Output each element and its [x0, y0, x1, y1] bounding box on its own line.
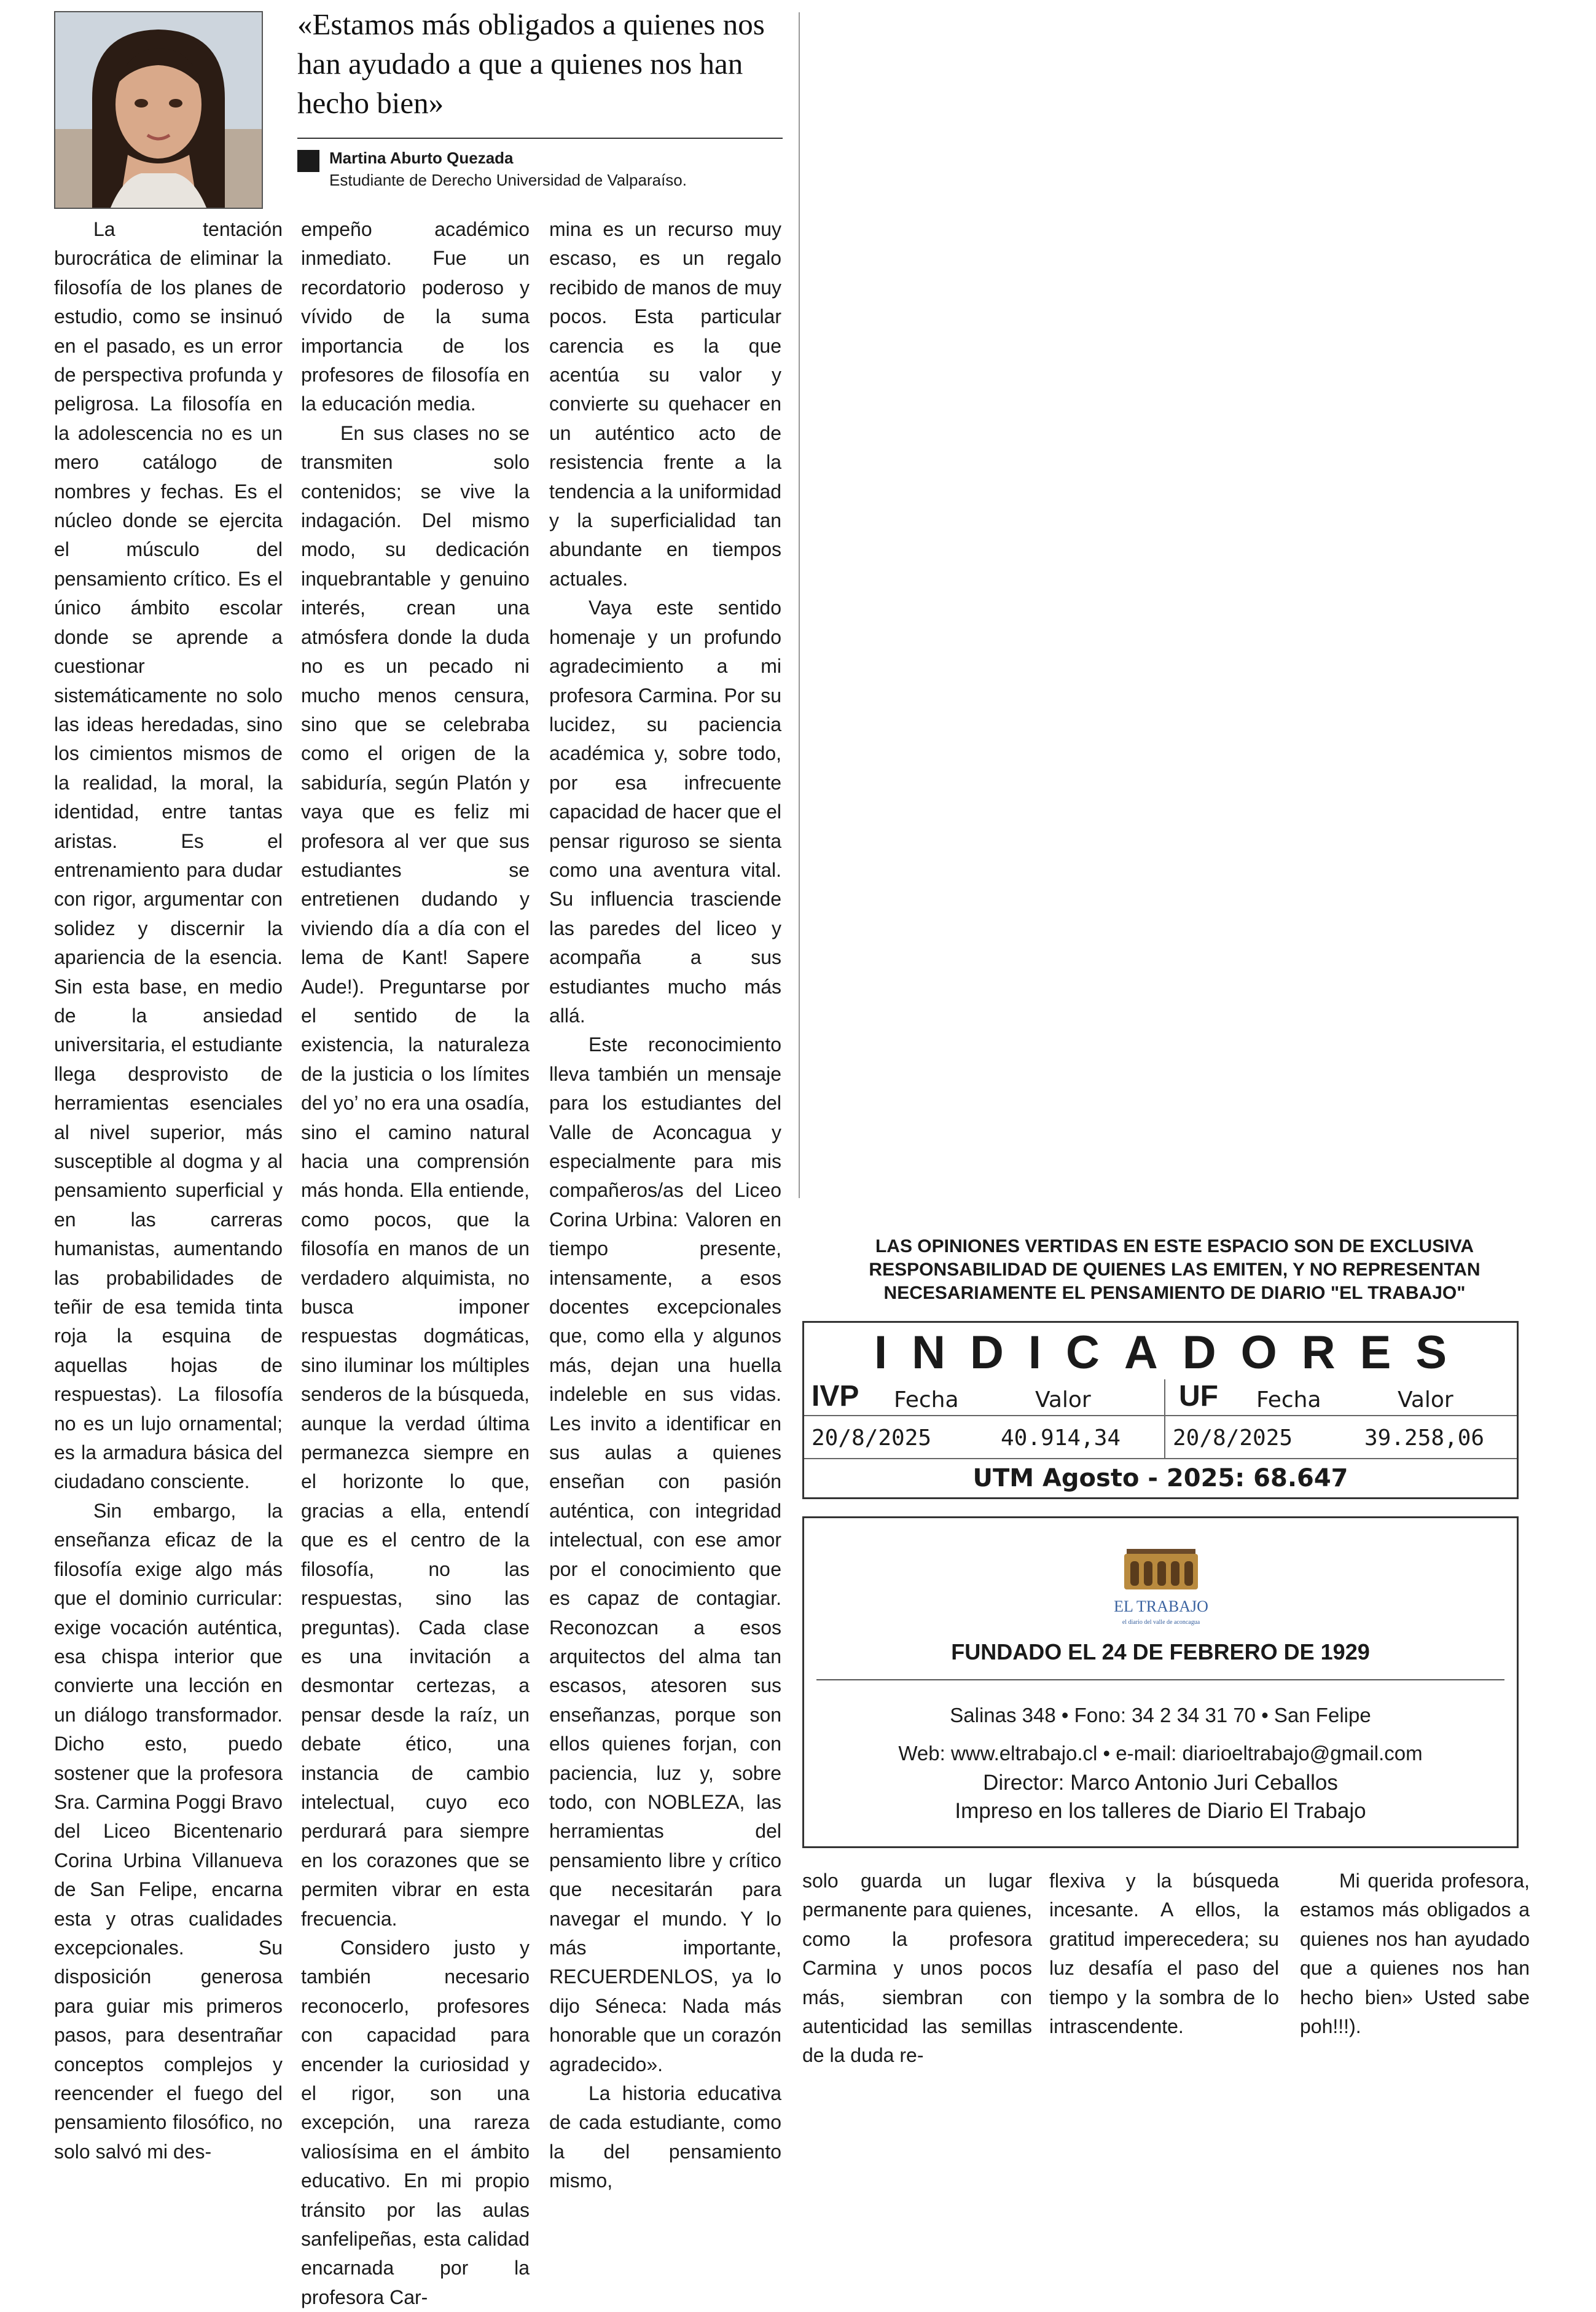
column-divider — [799, 12, 800, 1198]
indicators-column-rule — [1164, 1379, 1165, 1458]
paragraph: Este reconocimiento lleva también un mensaje para los estudiantes del Valle de Aconcagua y especialmente para mis compañeros/as del Liceo Corina Urbina: Valoren en tiempo presente, intensamente, a esos docentes excepcionales que, como ella y algunos más, dejan una huella indeleble en sus vidas. Les invito a identificar en sus aulas a quienes enseñan con pasión auténtica, con integridad intelectual, con ese amor por el conocimiento que es capaz de contagiar. Reconozcan a esos arquitectos del alma tan escasos, atesoren sus enseñanzas, porque son ellos quienes forjan, con paciencia, luz y, sobre todo, con NOBLEZA, las herramientas del pensamiento libre y crítico que necesitarán para navegar el mundo. Y lo más importante, RECUERDENLOS, ya lo dijo Séneca: Nada más honorable que un corazón agradecido». — [549, 1033, 781, 2075]
uf-date-header: Fecha — [1256, 1387, 1321, 1413]
director-line: Director: Marco Antonio Juri Ceballos — [983, 1771, 1338, 1795]
paragraph: La historia educativa de cada estudiante, como la del pensamiento mismo, — [549, 2082, 781, 2192]
ivp-value-header: Valor — [1035, 1387, 1091, 1413]
uf-label: UF — [1179, 1380, 1218, 1413]
article-column-4 — [802, 1867, 1032, 2071]
disclaimer: LAS OPINIONES VERTIDAS EN ESTE ESPACIO SON DE EXCLUSIVA RESPONSABILIDAD DE QUIENES LAS EMITEN, Y NO REPRESENTAN NECESARIAMENTE EL PENSAMIENTO DE DIARIO "EL TRABAJO" — [869, 1236, 1481, 1303]
author-name: Martina Aburto Quezada — [329, 149, 514, 167]
author-photo — [54, 11, 263, 209]
paragraph: La tentación burocrática de eliminar la filosofía de los planes de estudio, como se insinuó en el pasado, es un error de perspectiva profunda y peligrosa. La filosofía en la adolescencia no es un mero catálogo de nombres y fechas. Es el núcleo donde se ejercita el músculo del pensamiento crítico. Es el único ámbito escolar donde se aprende a cuestionar sistemáticamente no solo las ideas heredadas, sino los cimientos mismos de la realidad, la moral, la identidad, entre tantas aristas. Es el entrenamiento para dudar con rigor, argumentar con solidez y discernir la apariencia de la esencia. Sin esta base, en medio de la ansiedad universitaria, el estudiante llega desprovisto de herramientas esenciales al nivel superior, más susceptible al dogma y al pensamiento superficial y en las carreras humanistas, aumentando las probabilidades de teñir de esa temida tinta roja la esquina de aquellas hojas de respuestas). La filosofía no es un lujo ornamental; es la armadura básica del ciudadano consciente. — [54, 218, 283, 1493]
paragraph: Vaya este sentido homenaje y un profundo agradecimiento a mi profesora Carmina. Por su lucidez, su paciencia académica y, sobre todo, por esa infrecuente capacidad de hacer que el pensar riguroso se sienta como una aventura vital. Su influencia trasciende las paredes del liceo y acompaña a sus estudiantes mucho más allá. — [549, 597, 781, 1027]
uf-value: 39.258,06 — [1364, 1425, 1485, 1451]
printed-line: Impreso en los talleres de Diario El Trabajo — [955, 1799, 1366, 1823]
ivp-value: 40.914,34 — [1001, 1425, 1121, 1451]
author-role: Estudiante de Derecho Universidad de Valparaíso. — [329, 171, 687, 189]
ivp-date: 20/8/2025 — [812, 1425, 932, 1451]
article-column-6 — [1300, 1867, 1530, 2041]
paragraph: Considero justo y también necesario reconocerlo, profesores con capacidad para encender la curiosidad y el rigor, son una excepción, una rareza valiosísima en el ámbito educativo. En mi propio tránsito por las aulas sanfelipeñas, esta calidad encarnada por la profesora Car- — [301, 1936, 530, 2308]
paragraph: solo guarda un lugar permanente para quienes, como la profesora Carmina y unos pocos más, siembran con autenticidad las semillas de la duda re- — [802, 1870, 1032, 2067]
indicators-row-rule — [804, 1415, 1517, 1416]
article-column-3 — [549, 215, 781, 2196]
web-email-line: Web: www.eltrabajo.cl • e-mail: diarioeltrabajo@gmail.com — [898, 1742, 1423, 1765]
article-column-1 — [54, 215, 283, 2166]
paragraph: mina es un recurso muy escaso, es un regalo recibido de manos de muy pocos. Esta particular carencia es la que acentúa su valor y convierte su quehacer en un auténtico acto de resistencia frente a la tendencia a la uniformidad y la superficialidad tan abundante en tiempos actuales. — [549, 218, 781, 590]
uf-value-header: Valor — [1398, 1387, 1453, 1413]
author-marker-square — [297, 150, 319, 172]
paragraph: Sin embargo, la enseñanza eficaz de la filosofía exige algo más que el dominio curricular: exige vocación auténtica, esa chispa interior que convierte una lección en un diálogo transformador. Dicho esto, puedo sostener que la profesora Sra. Carmina Poggi Bravo del Liceo Bicentenario Corina Urbina Villanueva de San Felipe, encarna esta y otras cualidades excepcionales. Su disposición generosa para guiar mis primeros pasos, para desentrañar conceptos complejos y reencender el fuego del pensamiento filosófico, no solo salvó mi des- — [54, 1499, 283, 2163]
masthead-rule — [816, 1679, 1504, 1680]
article-column-5 — [1049, 1867, 1279, 2041]
paragraph: empeño académico inmediato. Fue un recordatorio poderoso y vívido de la suma importancia de los profesores de filosofía en la educación media. — [301, 218, 530, 415]
article-column-2 — [301, 215, 530, 2312]
masthead-box — [802, 1516, 1519, 1848]
address-line: Salinas 348 • Fono: 34 2 34 31 70 • San Felipe — [950, 1704, 1371, 1726]
headline: «Estamos más obligados a quienes nos han ayudado a que a quienes nos han hecho bien» — [297, 7, 765, 120]
ivp-label: IVP — [812, 1380, 859, 1413]
el-trabajo-logo — [1106, 1543, 1216, 1641]
logo-tagline: el diario del valle de aconcagua — [1122, 1619, 1200, 1626]
paragraph: flexiva y la búsqueda incesante. A ellos, la gratitud imperecedera; su luz desafía el paso del tiempo y la sombra de lo intrascendente. — [1049, 1870, 1279, 2038]
logo-name: EL TRABAJO — [1114, 1597, 1208, 1615]
utm-value: UTM Agosto - 2025: 68.647 — [972, 1464, 1348, 1492]
headline-rule — [297, 138, 783, 139]
founded-date: FUNDADO EL 24 DE FEBRERO DE 1929 — [951, 1639, 1370, 1664]
ivp-date-header: Fecha — [894, 1387, 959, 1413]
paragraph: En sus clases no se transmiten solo contenidos; se vive la indagación. Del mismo modo, su dedicación inquebrantable y genuino interés, crean una atmósfera donde la duda no es un pecado ni mucho menos censura, sino que se celebraba como el origen de la sabiduría, según Platón y vaya que es feliz mi profesora al ver que sus estudiantes se entretienen dudando y viviendo día a día con el lema de Kant! Sapere Aude!). Preguntarse por el sentido de la existencia, la naturaleza de la justicia o los límites del yo’ no era una osadía, sino el camino natural hacia una comprensión más honda. Ella entiende, como pocos, que la filosofía en manos de un verdadero alquimista, no busca imponer respuestas dogmáticas, sino iluminar los múltiples senderos de la búsqueda, aunque la verdad última permanezca siempre en el horizonte lo que, gracias a ella, entendí que es el centro de la filosofía, no las respuestas, sino las preguntas). Cada clase es una invitación a desmontar certezas, a pensar desde la raíz, un debate ético, una instancia de cambio intelectual, cuyo eco perdurará para siempre en los corazones que se permiten vibrar en esta frecuencia. — [301, 421, 530, 1930]
indicators-title: INDICADORES — [874, 1326, 1472, 1379]
indicators-box — [802, 1321, 1519, 1499]
paragraph: Mi querida profesora, estamos más obligados a quienes nos han ayudado que a quienes nos han hecho bien» Usted sabe poh!!!). — [1300, 1870, 1530, 2038]
indicators-row-rule — [804, 1458, 1517, 1459]
uf-date: 20/8/2025 — [1173, 1425, 1293, 1451]
